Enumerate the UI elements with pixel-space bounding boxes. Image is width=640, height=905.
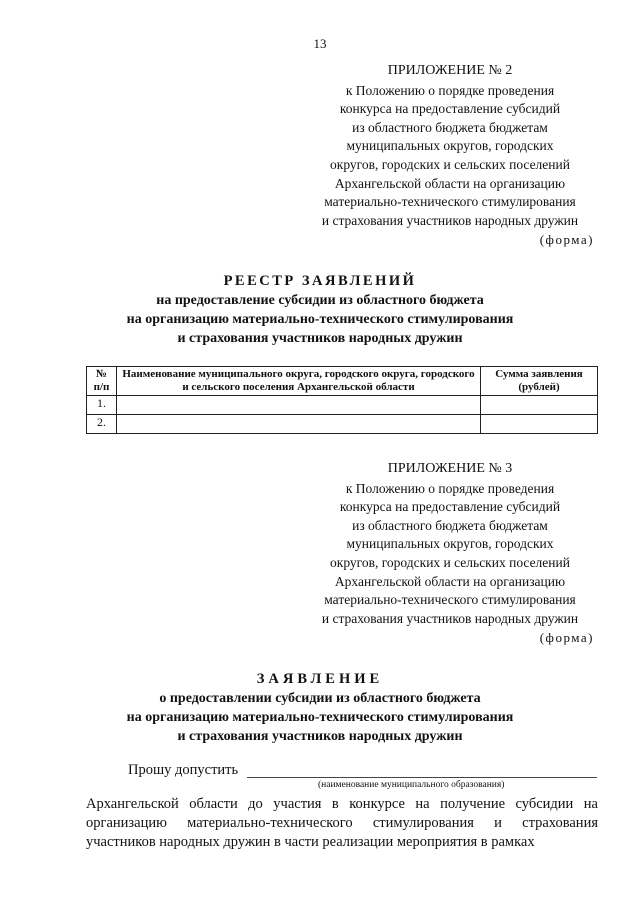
- appendix-3-line: к Положению о порядке проведения: [345, 480, 555, 496]
- municipality-fill-line: [247, 777, 597, 778]
- appendix-2-line: конкурса на предоставление субсидий: [339, 101, 561, 117]
- table-header-row: [87, 367, 598, 396]
- appendix-2-title: ПРИЛОЖЕНИЕ № 2: [387, 63, 513, 78]
- appendix-3-header: [300, 460, 600, 628]
- municipality-fill-caption: (наименование муниципального образования): [318, 780, 505, 790]
- appendix-2-line: муниципальных округов, городских: [346, 138, 554, 154]
- table-cell-name: [117, 396, 481, 415]
- registry-title-block: [0, 272, 640, 348]
- appendix-2-line: округов, городских и сельских поселений: [330, 156, 570, 172]
- column-header-name: Наименование муниципального округа, городского округа, городского и сельского поселения Архангельской области: [117, 367, 481, 396]
- table-row: [87, 415, 598, 434]
- application-subtitle-line: на организацию материально-технического стимулирования: [126, 710, 514, 725]
- application-subtitle-line: и страхования участников народных дружин: [177, 729, 463, 744]
- table-cell-name: [117, 415, 481, 434]
- table-cell-number: 1.: [87, 396, 117, 415]
- page-number: 13: [313, 36, 327, 51]
- application-title: ЗАЯВЛЕНИЕ: [256, 671, 384, 687]
- application-subtitle-line: о предоставлении субсидии из областного бюджета: [159, 691, 481, 706]
- appendix-3-title: ПРИЛОЖЕНИЕ № 3: [387, 461, 513, 476]
- registry-subtitle-line: на предоставление субсидии из областного бюджета: [156, 293, 484, 308]
- appendix-3-line: округов, городских и сельских поселений: [330, 554, 570, 570]
- appendix-2-forma: (форма): [539, 232, 594, 247]
- appendix-2-line: из областного бюджета бюджетам: [352, 119, 548, 135]
- application-body-text: Архангельской области до участия в конкурсе на получение субсидии на организацию материально-технического стимулирования и страхования участников народных дружин в части реализации мероприятия в рамках: [86, 796, 598, 850]
- appendix-3-line: материально-технического стимулирования: [324, 592, 576, 608]
- appendix-2-line: к Положению о порядке проведения: [345, 82, 555, 98]
- registry-subtitle-line: и страхования участников народных дружин: [177, 331, 463, 346]
- appendix-3-line: из областного бюджета бюджетам: [352, 517, 548, 533]
- table-cell-amount: [481, 415, 598, 434]
- table-row: [87, 396, 598, 415]
- appendix-2-header: [300, 62, 600, 230]
- appendix-3-line: Архангельской области на организацию: [334, 573, 566, 589]
- registry-table: [86, 366, 598, 434]
- application-title-block: [0, 670, 640, 746]
- appendix-3-line: конкурса на предоставление субсидий: [339, 499, 561, 515]
- appendix-3-line: муниципальных округов, городских: [346, 536, 554, 552]
- column-header-number: № п/п: [87, 367, 117, 396]
- appendix-2-line: Архангельской области на организацию: [334, 175, 566, 191]
- registry-title: РЕЕСТР ЗАЯВЛЕНИЙ: [223, 273, 417, 289]
- registry-subtitle-line: на организацию материально-технического стимулирования: [126, 312, 514, 327]
- table-cell-number: 2.: [87, 415, 117, 434]
- table-cell-amount: [481, 396, 598, 415]
- request-prefix: Прошу допустить: [128, 762, 239, 778]
- appendix-3-forma: (форма): [539, 630, 594, 645]
- appendix-2-line: материально-технического стимулирования: [324, 194, 576, 210]
- appendix-2-line: и страхования участников народных дружин: [321, 212, 579, 228]
- column-header-amount: Сумма заявления (рублей): [481, 367, 598, 396]
- appendix-3-line: и страхования участников народных дружин: [321, 610, 579, 626]
